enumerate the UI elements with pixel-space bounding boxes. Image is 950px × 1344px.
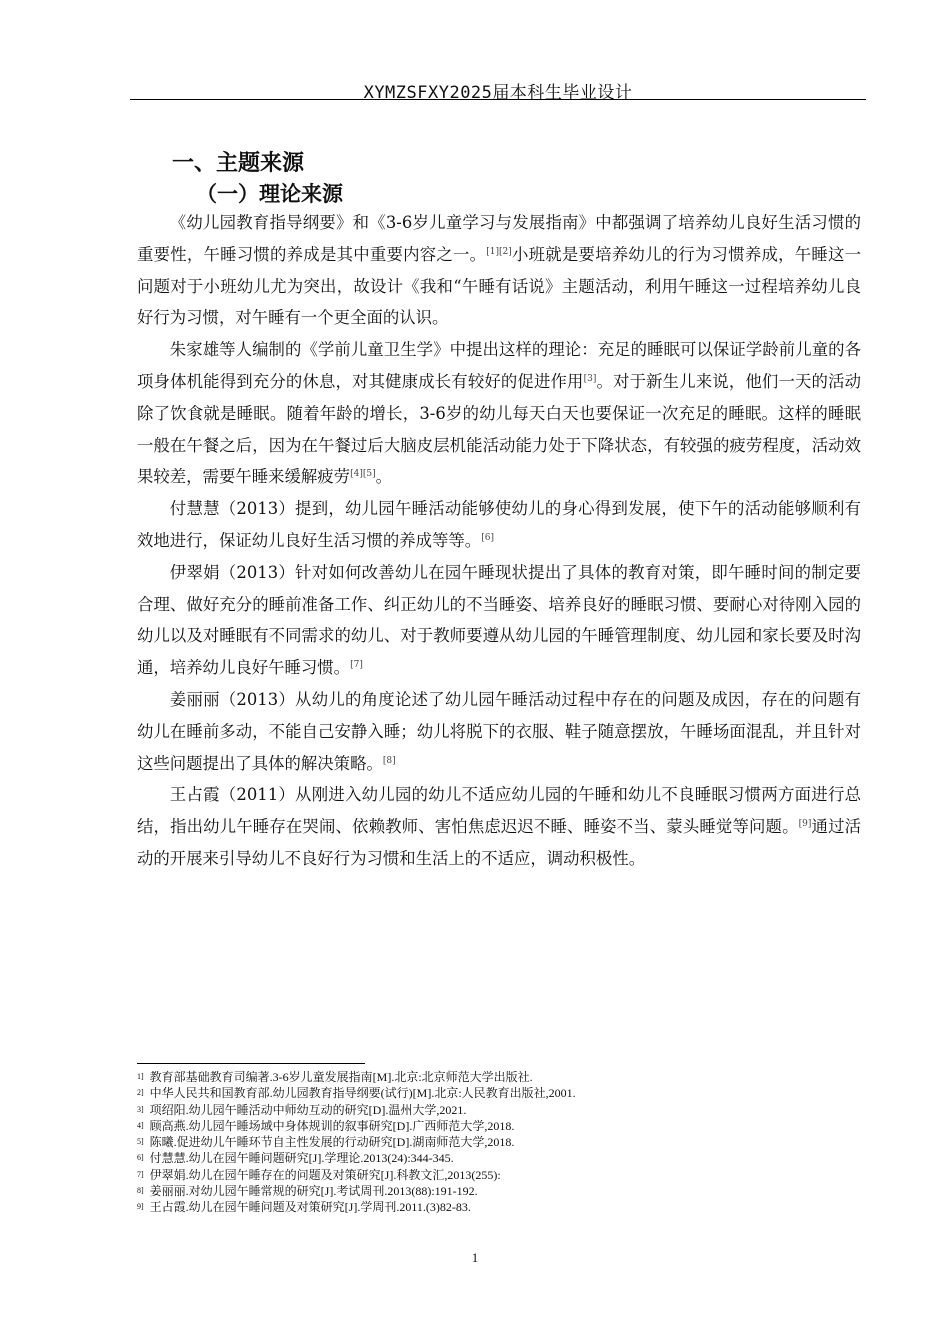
footnote [137, 1150, 861, 1166]
footnote-text: 王占霞.幼儿在园午睡问题及对策研究[J].学周刊.2011.(3)82-83. [149, 1200, 471, 1215]
subsection-heading: （一）理论来源 [196, 182, 343, 206]
citation-ref: [7] [350, 660, 363, 671]
paragraph-text: 朱家雄等人编制的《学前儿童卫生学》中提出这样的理论：充足的睡眠可以保证学龄前儿童的各项身体机能得到充分的休息，对其健康成长有较好的促进作用 [137, 340, 861, 391]
paragraph [137, 557, 861, 684]
footnote [137, 1069, 861, 1085]
footnote-separator [137, 1063, 365, 1064]
citation-ref: [3] [583, 373, 597, 384]
footnote-text: 顾高燕.幼儿园午睡场域中身体规训的叙事研究[D].广西师范大学,2018. [149, 1118, 515, 1133]
footnote [137, 1118, 861, 1134]
citation-ref: [1][2] [486, 246, 512, 257]
paragraph-text: 付慧慧（2013）提到，幼儿园午睡活动能够使幼儿的身心得到发展，使下午的活动能够顺利有效地进行，保证幼儿良好生活习惯的养成等等。 [137, 499, 861, 550]
footnote [137, 1183, 861, 1199]
footnote-text: 教育部基础教育司编著.3-6岁儿童发展指南[M].北京:北京师范大学出版社. [149, 1070, 533, 1084]
paragraph-text: 。对于新生儿来说，他们一天的活动除了饮食就是睡眠。随着年龄的增长，3-6岁的幼儿每天白天也要保证一次充足的睡眠。这样的睡眠一般在午餐之后，因为在午餐过后大脑皮层机能活动能力处于下降状态，有较强的疲劳程度，活动效果较差，需要午睡来缓解疲劳 [137, 371, 862, 487]
footnote-text: 付慧慧.幼儿在园午睡问题研究[J].学理论.2013(24):344-345. [149, 1151, 454, 1166]
footnote-text: 伊翠娟.幼儿在园午睡存在的问题及对策研究[J].科教文汇,2013(255): [149, 1167, 501, 1182]
paragraph-text: 通过活动的开展来引导幼儿不良好行为习惯和生活上的不适应，调动积极性。 [137, 817, 862, 868]
footnote-number: 4] [137, 1120, 144, 1130]
footnote [137, 1102, 861, 1118]
paragraph-text: 姜丽丽（2013）从幼儿的角度论述了幼儿园午睡活动过程中存在的问题及成因，存在的问题有幼儿在睡前多动，不能自己安静入睡；幼儿将脱下的衣服、鞋子随意摆放，午睡场面混乱，并且针对这些问题提出了具体的解决策略。 [137, 689, 861, 773]
citation-ref: [6] [481, 532, 494, 543]
paragraph-text: 《幼儿园教育指导纲要》和《3-6岁儿童学习与发展指南》中都强调了培养幼儿良好生活习惯的重要性，午睡习惯的养成是其中重要内容之一。 [137, 213, 861, 264]
paragraph [137, 493, 861, 557]
paragraph-text: 。 [375, 467, 392, 487]
footnote-number: 3] [137, 1104, 144, 1114]
citation-ref: [9] [798, 819, 812, 830]
footnote-number: 9] [137, 1202, 144, 1212]
footnote-number: 7] [137, 1169, 144, 1179]
footnote-text: 项绍阳.幼儿园午睡活动中师幼互动的研究[D].温州大学,2021. [149, 1102, 467, 1117]
citation-ref: [4][5] [350, 469, 376, 480]
paragraph [137, 207, 861, 334]
footnote-number: 6] [137, 1153, 144, 1163]
paragraph [137, 334, 861, 493]
paragraph-text: 小班就是要培养幼儿的行为习惯养成，午睡这一问题对于小班幼儿尤为突出，故设计《我和“午睡有话说》主题活动，利用午睡这一过程培养幼儿良好行为习惯，对午睡有一个更全面的认识。 [137, 244, 861, 328]
body-text [137, 207, 861, 875]
footnote [137, 1167, 861, 1183]
footnote-text: 陈曦.促进幼儿午睡环节自主性发展的行动研究[D].湖南师范大学,2018. [149, 1135, 515, 1150]
footnote-text: 中华人民共和国教育部.幼儿园教育指导纲要(试行)[M].北京:人民教育出版社,2001. [149, 1086, 576, 1101]
footnote-number: 2] [137, 1088, 144, 1098]
footnote [137, 1134, 861, 1150]
page-number: 1 [471, 1250, 479, 1265]
paragraph-text: 伊翠娟（2013）针对如何改善幼儿在园午睡现状提出了具体的教育对策，即午睡时间的制定要合理、做好充分的睡前准备工作、纠正幼儿的不当睡姿、培养良好的睡眠习惯、要耐心对待刚入园的幼儿以及对睡眠有不同需求的幼儿、对于教师要遵从幼儿园的午睡管理制度、幼儿园和家长要及时沟通，培养幼儿良好午睡习惯。 [137, 562, 861, 678]
header-rule [130, 99, 866, 100]
paragraph [137, 684, 861, 779]
footnote-number: 1] [137, 1072, 144, 1081]
footnote [137, 1199, 861, 1215]
section-heading: 一、主题来源 [172, 151, 305, 176]
footnotes [137, 1069, 861, 1216]
footnote-number: 8] [137, 1186, 144, 1196]
paragraph-text: 王占霞（2011）从刚进入幼儿园的幼儿不适应幼儿园的午睡和幼儿不良睡眠习惯两方面进行总结，指出幼儿午睡存在哭闹、依赖教师、害怕焦虑迟迟不睡、睡姿不当、蒙头睡觉等问题。 [137, 785, 861, 837]
paragraph [137, 779, 861, 874]
footnote-text: 姜丽丽.对幼儿园午睡常规的研究[J].考试周刊.2013(88):191-192. [149, 1184, 478, 1199]
page-header: XYMZSFXY2025届本科生毕业设计 [363, 83, 633, 103]
footnote [137, 1085, 861, 1101]
footnote-number: 5] [137, 1137, 144, 1147]
citation-ref: [8] [382, 755, 396, 766]
